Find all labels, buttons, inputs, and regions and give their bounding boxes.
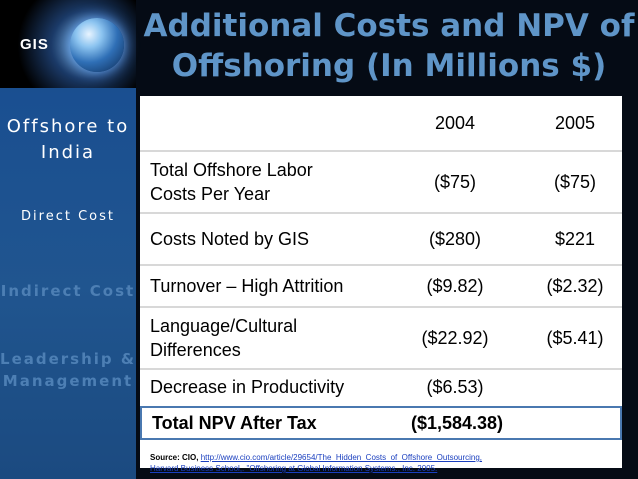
title-line-1: Additional Costs and NPV of <box>143 8 635 44</box>
table-row <box>140 370 622 404</box>
sidebar-item-offshore-to-india[interactable] <box>0 114 136 166</box>
value-2005: ($5.41) <box>546 327 604 348</box>
header-2005: 2005 <box>554 112 596 133</box>
total-row <box>140 406 622 440</box>
source-link[interactable]: http://www.cio.com/article/29654/The_Hidden_Costs_of_Offshore_Outsourcing, <box>200 453 483 462</box>
total-value: ($1,584.38) <box>410 412 504 433</box>
row-label: Turnover – High Attrition <box>150 276 344 296</box>
sidebar-item-label: Direct Cost <box>21 209 115 224</box>
row-label-line: Language/Cultural <box>150 316 298 336</box>
value-2004: ($22.92) <box>421 327 489 348</box>
table-row <box>140 214 622 266</box>
title-line-2: Offshoring (In Millions $) <box>171 48 607 84</box>
row-label-line: Differences <box>150 340 241 360</box>
source-citation <box>150 452 570 474</box>
table-row <box>140 308 622 370</box>
source-prefix: Source: CIO, <box>150 453 199 462</box>
value-2005: ($2.32) <box>546 275 604 296</box>
row-label-line: Costs Per Year <box>150 184 271 204</box>
logo <box>0 0 136 88</box>
header-2004: 2004 <box>434 112 476 133</box>
value-2005: ($75) <box>553 171 597 192</box>
row-label <box>150 314 297 362</box>
value-2004: ($280) <box>428 228 482 249</box>
table-header-row <box>140 96 622 152</box>
row-label <box>150 158 313 206</box>
value-2004: ($6.53) <box>426 376 484 397</box>
globe-icon <box>70 18 124 72</box>
sidebar-item-label: Offshore to <box>6 116 130 137</box>
row-label: Costs Noted by GIS <box>150 229 310 249</box>
sidebar-item-leadership-management[interactable] <box>0 348 136 392</box>
row-label-line: Total Offshore Labor <box>150 160 313 180</box>
value-2005: $221 <box>554 228 596 249</box>
cost-table <box>140 96 622 468</box>
row-label: Decrease in Productivity <box>150 377 345 397</box>
total-label: Total NPV After Tax <box>152 413 317 433</box>
sidebar-item-label: Management <box>2 372 134 390</box>
table-row <box>140 152 622 214</box>
source-line-2: Harvard Business School,. "Offshoring at Global Information Systems., Inc. 2005. <box>150 464 438 473</box>
page-title <box>140 6 638 86</box>
sidebar-item-label: Indirect Cost <box>0 282 136 300</box>
sidebar <box>0 0 136 479</box>
logo-text: GIS <box>20 36 49 53</box>
sidebar-item-label: Leadership & <box>0 350 136 368</box>
value-2004: ($9.82) <box>426 275 484 296</box>
table-row <box>140 266 622 308</box>
sidebar-item-label: India <box>40 142 96 163</box>
value-2004: ($75) <box>433 171 477 192</box>
sidebar-item-indirect-cost[interactable] <box>0 280 136 302</box>
sidebar-item-direct-cost[interactable] <box>0 204 136 230</box>
